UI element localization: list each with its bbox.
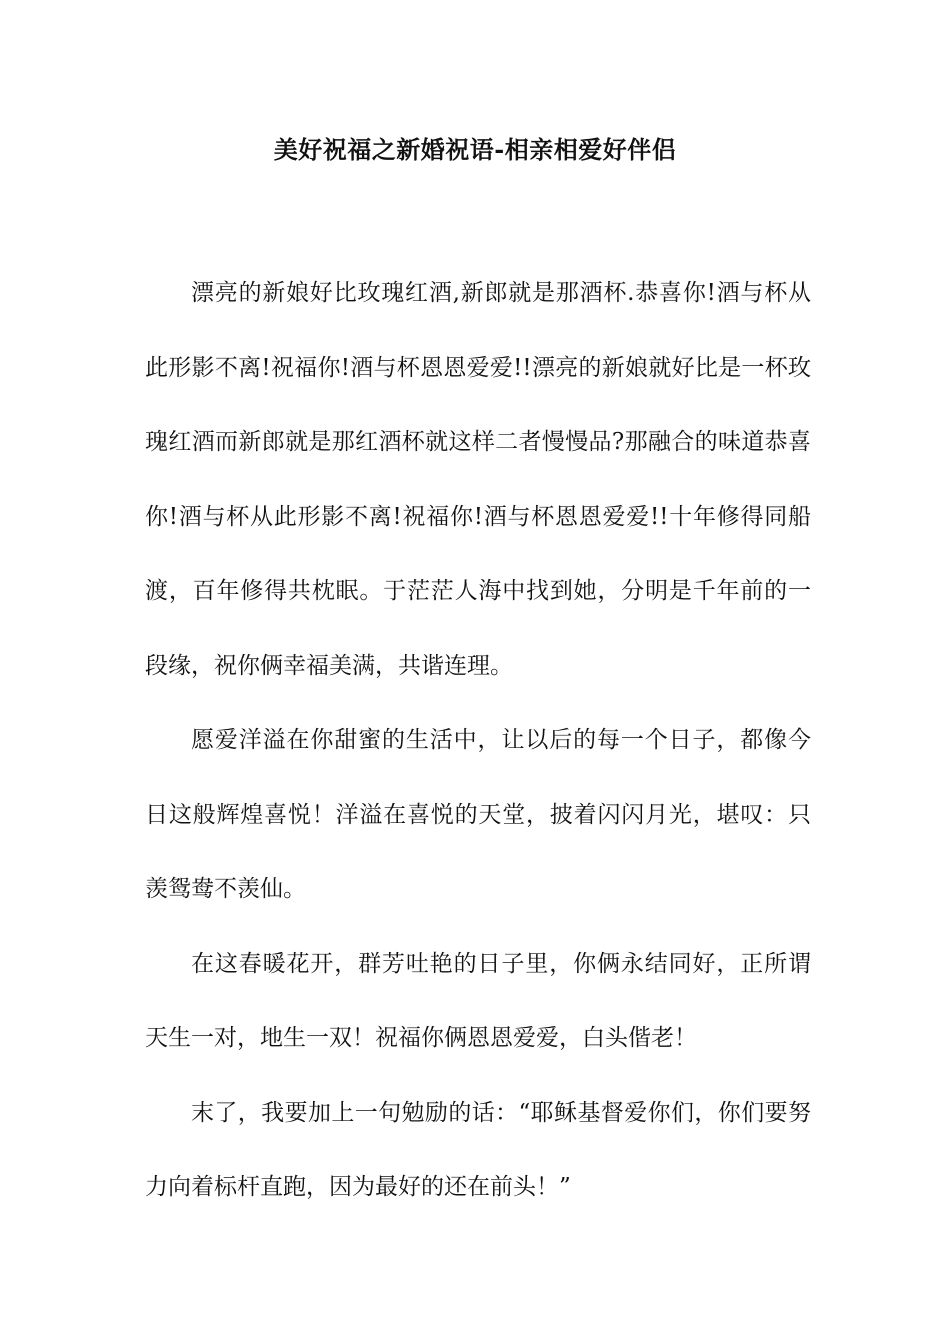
paragraph-2: 愿爱洋溢在你甜蜜的生活中，让以后的每一个日子，都像今日这般辉煌喜悦！洋溢在喜悦的天堂，披着闪闪月光，堪叹：只羡鸳鸯不羡仙。	[145, 727, 811, 902]
document-body	[145, 256, 811, 1225]
paragraph-3: 在这春暖花开，群芳吐艳的日子里，你俩永结同好，正所谓天生一对，地生一双！祝福你俩恩恩爱爱，白头偕老！	[145, 950, 811, 1051]
paragraph-1: 漂亮的新娘好比玫瑰红酒,新郎就是那酒杯.恭喜你!酒与杯从此形影不离!祝福你!酒与杯恩恩爱爱!!漂亮的新娘就好比是一杯玫瑰红酒而新郎就是那红酒杯就这样二者慢慢品?那融合的味道恭喜你!酒与杯从此形影不离!祝福你!酒与杯恩恩爱爱!!十年修得同船渡，百年修得共枕眠。于茫茫人海中找到她，分明是千年前的一段缘，祝你俩幸福美满，共谐连理。	[145, 280, 811, 679]
paragraph-4: 末了，我要加上一句勉励的话：“耶稣基督爱你们，你们要努力向着标杆直跑，因为最好的还在前头！”	[145, 1099, 811, 1200]
page-title: 美好祝福之新婚祝语-相亲相爱好伴侣	[273, 135, 677, 164]
